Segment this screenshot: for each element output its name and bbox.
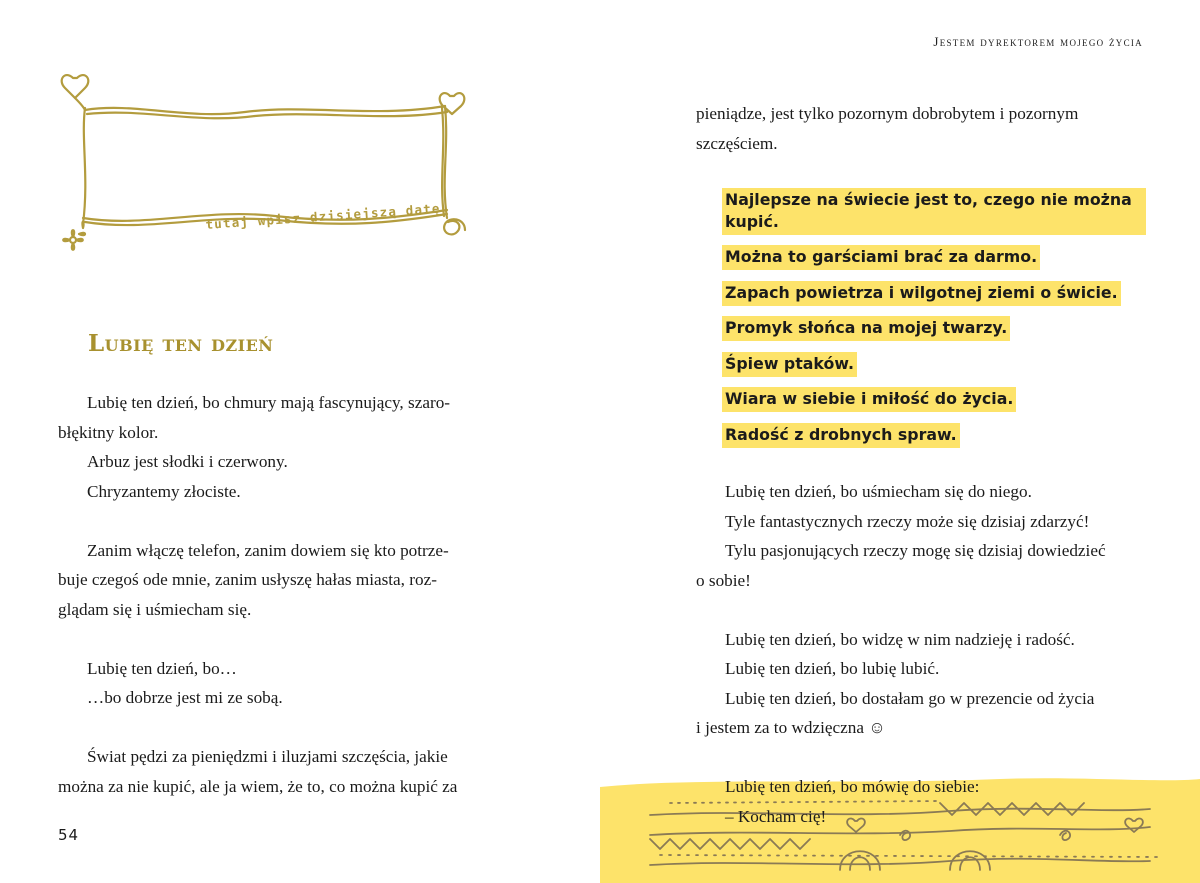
text-line: glądam się i uśmiecham się. [58,599,252,619]
text-line: Lubię ten dzień, bo widzę w nim nadzieję i radość. [725,629,1075,649]
text-line: Zanim włączę telefon, zanim dowiem się kto potrze- [87,540,449,560]
date-frame [55,68,475,268]
text-line: szczęściem. [696,133,778,153]
date-frame-hint: tutaj wpisz dzisiejszą datę [205,200,442,232]
highlighted-line: Najlepsze na świecie jest to, czego nie można kupić. [722,188,1146,235]
text-line: Lubię ten dzień, bo mówię do siebie: [725,777,980,796]
highlighted-line: Można to garściami brać za darmo. [722,245,1040,270]
highlighted-line: Zapach powietrza i wilgotnej ziemi o świcie. [722,281,1121,306]
text-line: Lubię ten dzień, bo chmury mają fascynujący, szaro- [87,393,451,412]
text-line: Lubię ten dzień, bo lubię lubić. [725,659,940,678]
text-line: Chryzantemy złociste. [87,481,241,501]
doodle-frame-icon [55,68,475,268]
text-line: buje czegoś ode mnie, zanim usłyszę hałas miasta, roz- [58,570,437,589]
text-line: o sobie! [696,570,751,590]
text-line: Tylu pasjonujących rzeczy mogę się dzisiaj dowiedzieć [725,541,1106,560]
text-line: …bo dobrze jest mi ze sobą. [87,688,283,707]
text-line: Tyle fantastycznych rzeczy może się dzisiaj zdarzyć! [725,511,1090,531]
running-head: Jestem dyrektorem mojego życia [933,34,1143,49]
highlighted-line: Radość z drobnych spraw. [722,423,960,448]
text-line: Arbuz jest słodki i czerwony. [87,452,288,471]
highlighted-line: Wiara w siebie i miłość do życia. [722,387,1016,412]
highlighted-line: Śpiew ptaków. [722,352,857,377]
text-line: Lubię ten dzień, bo… [87,658,237,678]
text-line: i jestem za to wdzięczna ☺ [696,718,886,737]
right-body-text [696,99,1146,831]
text-line: – Kocham cię! [725,806,827,826]
highlighted-line: Promyk słońca na mojej twarzy. [722,316,1010,341]
text-line: błękitny kolor. [58,422,159,442]
text-line: można za nie kupić, ale ja wiem, że to, co można kupić za [58,776,458,796]
text-line: Świat pędzi za pieniędzmi i iluzjami szczęścia, jakie [87,747,448,766]
text-line: Lubię ten dzień, bo uśmiecham się do niego. [725,482,1032,501]
highlighted-quote [696,188,1146,456]
page-number: 54 [58,826,80,844]
text-line: pieniądze, jest tylko pozornym dobrobytem i pozornym [696,104,1079,123]
text-line: Lubię ten dzień, bo dostałam go w prezencie od życia [725,688,1095,708]
left-body-text [58,388,506,801]
chapter-title: Lubię ten dzień [88,330,274,357]
